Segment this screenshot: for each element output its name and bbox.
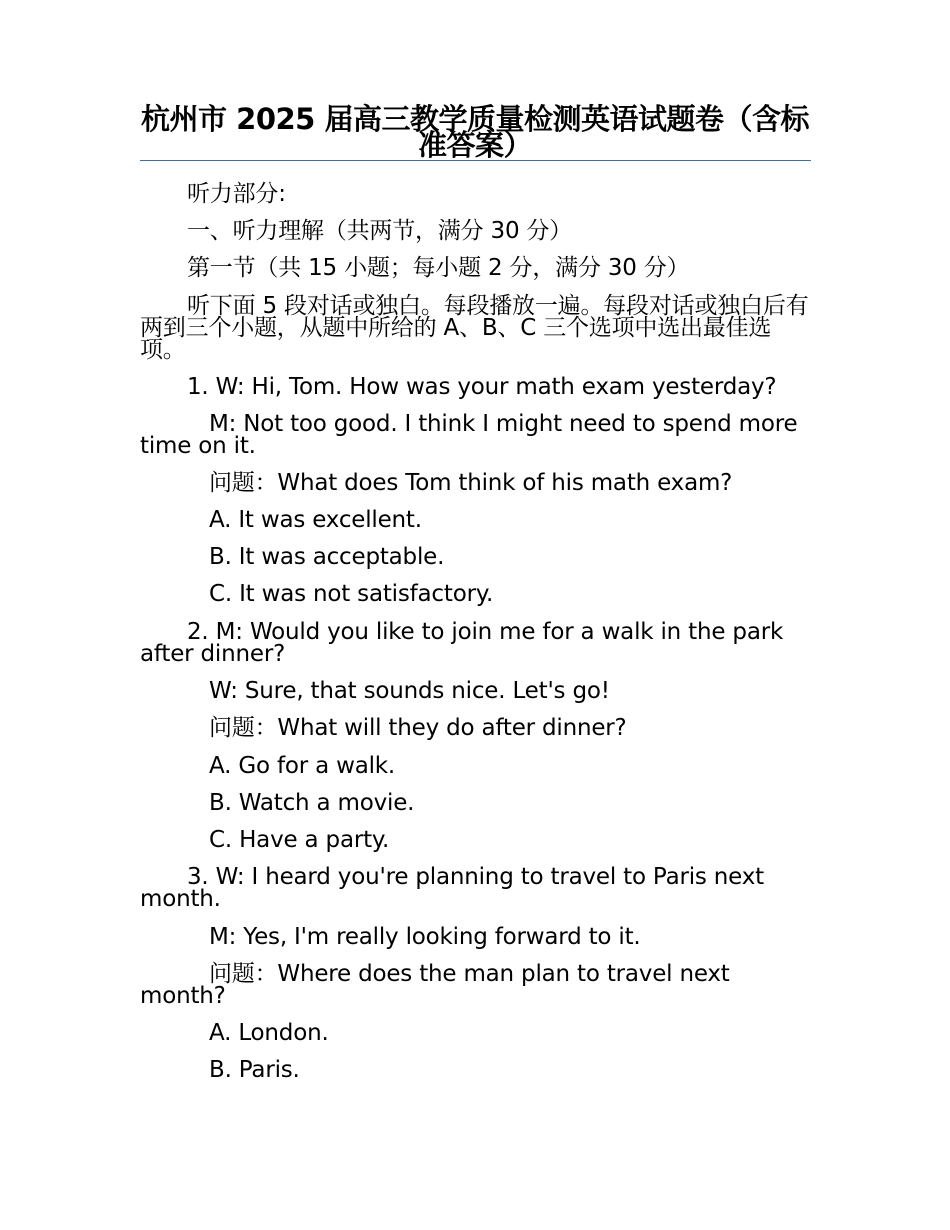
question-text: 问题：Where does the man plan to travel next month? [140, 961, 730, 1009]
question-text: 问题：What does Tom think of his math exam? [209, 470, 733, 496]
option-a: A. Go for a walk. [209, 753, 396, 779]
title-underline [140, 160, 811, 161]
option-c: C. It was not satisfactory. [209, 581, 494, 607]
document-title: 杭州市 2025 届高三教学质量检测英语试题卷（含标准答案） [141, 102, 809, 162]
option-b: B. It was acceptable. [209, 544, 445, 570]
dialogue-line: M: Yes, I'm really looking forward to it. [209, 924, 641, 950]
part-one-heading: 一、听力理解（共两节，满分 30 分） [187, 218, 573, 244]
dialogue-line: 2. M: Would you like to join me for a walk in the park after dinner? [140, 619, 784, 667]
option-a: A. London. [209, 1020, 329, 1046]
dialogue-line: 3. W: I heard you're planning to travel to Paris next month. [140, 864, 764, 912]
option-c: C. Have a party. [209, 827, 390, 853]
option-b: B. Watch a movie. [209, 790, 415, 816]
dialogue-line: 1. W: Hi, Tom. How was your math exam yesterday? [187, 374, 777, 400]
option-b: B. Paris. [209, 1057, 300, 1083]
dialogue-line: M: Not too good. I think I might need to spend more time on it. [140, 411, 798, 459]
section-one-heading: 第一节（共 15 小题；每小题 2 分，满分 30 分） [187, 255, 690, 281]
option-a: A. It was excellent. [209, 507, 422, 533]
instructions-paragraph: 听下面 5 段对话或独白。每段播放一遍。每段对话或独白后有两到三个小题，从题中所给的 A、B、C 三个选项中选出最佳选项。 [140, 293, 809, 363]
dialogue-line: W: Sure, that sounds nice. Let's go! [209, 678, 610, 704]
question-text: 问题：What will they do after dinner? [209, 715, 627, 741]
section-label: 听力部分: [187, 181, 286, 207]
